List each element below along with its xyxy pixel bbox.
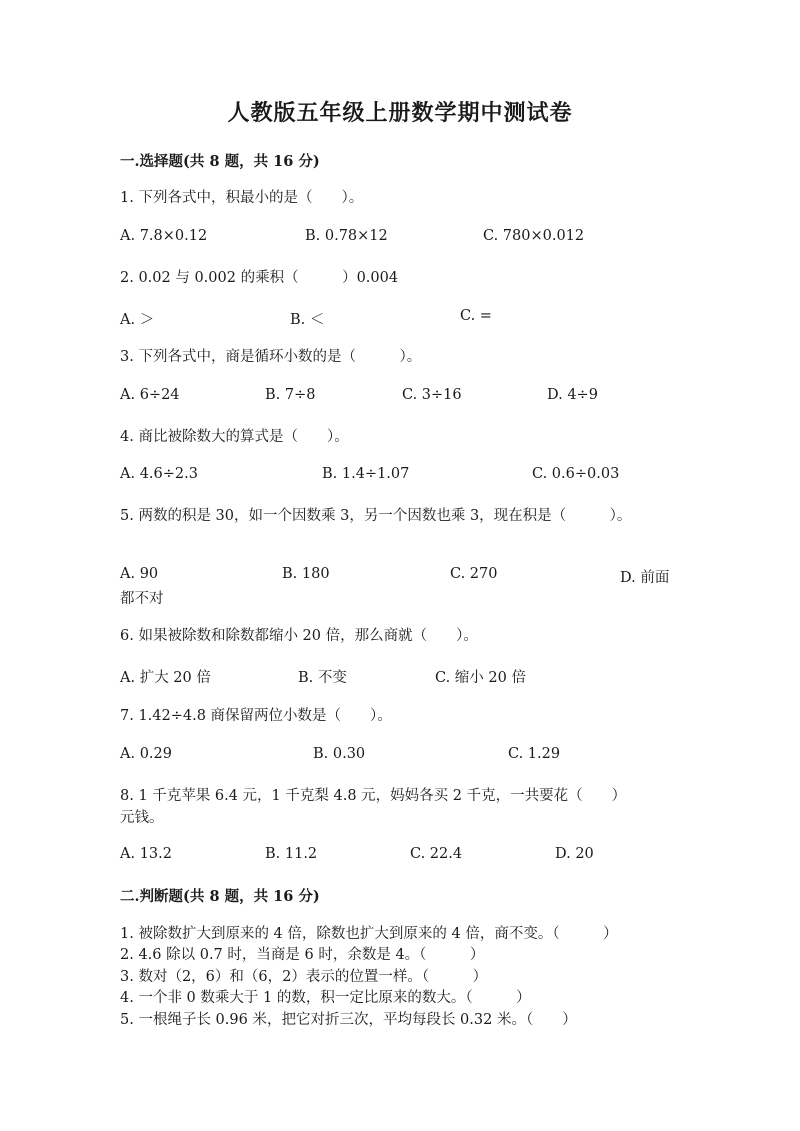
q5-option-d: D. 前面 <box>620 570 670 586</box>
tf-item-2: 2. 4.6 除以 0.7 时，当商是 6 时，余数是 4。（ ） <box>120 947 485 963</box>
q8-option-b: B. 11.2 <box>265 846 318 862</box>
q3-option-c: C. 3÷16 <box>402 387 462 403</box>
tf-item-5: 5. 一根绳子长 0.96 米，把它对折三次，平均每段长 0.32 米。（ ） <box>120 1012 577 1028</box>
q8-option-c: C. 22.4 <box>410 846 463 862</box>
q1-option-c: C. 780×0.012 <box>483 228 585 244</box>
q5-option-b: B. 180 <box>282 566 330 582</box>
tf-item-4: 4. 一个非 0 数乘大于 1 的数，积一定比原来的数大。（ ） <box>120 990 531 1006</box>
question-3: 3. 下列各式中，商是循环小数的是（ ）。 <box>120 349 422 365</box>
q5-option-a: A. 90 <box>120 566 159 582</box>
question-6: 6. 如果被除数和除数都缩小 20 倍，那么商就（ ）。 <box>120 628 478 644</box>
q3-option-b: B. 7÷8 <box>265 387 316 403</box>
tf-item-3: 3. 数对（2，6）和（6，2）表示的位置一样。（ ） <box>120 969 488 985</box>
q3-option-d: D. 4÷9 <box>547 387 598 403</box>
q8-option-d: D. 20 <box>555 846 594 862</box>
q5-option-c: C. 270 <box>450 566 498 582</box>
tf-item-1: 1. 被除数扩大到原来的 4 倍，除数也扩大到原来的 4 倍，商不变。（ ） <box>120 926 618 942</box>
question-1: 1. 下列各式中，积最小的是（ ）。 <box>120 190 364 206</box>
q2-option-a: A. ＞ <box>120 312 155 328</box>
q1-option-a: A. 7.8×0.12 <box>120 228 208 244</box>
question-4: 4. 商比被除数大的算式是（ ）。 <box>120 429 349 445</box>
q6-option-a: A. 扩大 20 倍 <box>120 670 211 686</box>
q4-option-a: A. 4.6÷2.3 <box>120 466 198 482</box>
q7-option-c: C. 1.29 <box>508 746 561 762</box>
q4-option-b: B. 1.4÷1.07 <box>322 466 410 482</box>
q6-option-b: B. 不变 <box>298 670 347 686</box>
question-8-continued: 元钱。 <box>120 810 164 826</box>
q3-option-a: A. 6÷24 <box>120 387 180 403</box>
q7-option-b: B. 0.30 <box>313 746 366 762</box>
question-5: 5. 两数的积是 30，如一个因数乘 3，另一个因数也乘 3，现在积是（ ）。 <box>120 508 632 524</box>
q2-option-c: C. = <box>460 308 492 324</box>
question-2: 2. 0.02 与 0.002 的乘积（ ）0.004 <box>120 270 399 286</box>
q6-option-c: C. 缩小 20 倍 <box>435 670 526 686</box>
page-title: 人教版五年级上册数学期中测试卷 <box>227 100 573 126</box>
section-heading-choice: 一.选择题(共 8 题，共 16 分) <box>120 153 320 170</box>
q1-option-b: B. 0.78×12 <box>305 228 388 244</box>
question-8: 8. 1 千克苹果 6.4 元，1 千克梨 4.8 元，妈妈各买 2 千克，一共要花（ ） <box>120 788 627 804</box>
q2-option-b: B. ＜ <box>290 312 325 328</box>
q4-option-c: C. 0.6÷0.03 <box>532 466 620 482</box>
q7-option-a: A. 0.29 <box>120 746 172 762</box>
question-7: 7. 1.42÷4.8 商保留两位小数是（ ）。 <box>120 708 392 724</box>
section-heading-true-false: 二.判断题(共 8 题，共 16 分) <box>120 888 320 905</box>
q8-option-a: A. 13.2 <box>120 846 172 862</box>
q5-option-d-continued: 都不对 <box>120 591 164 607</box>
